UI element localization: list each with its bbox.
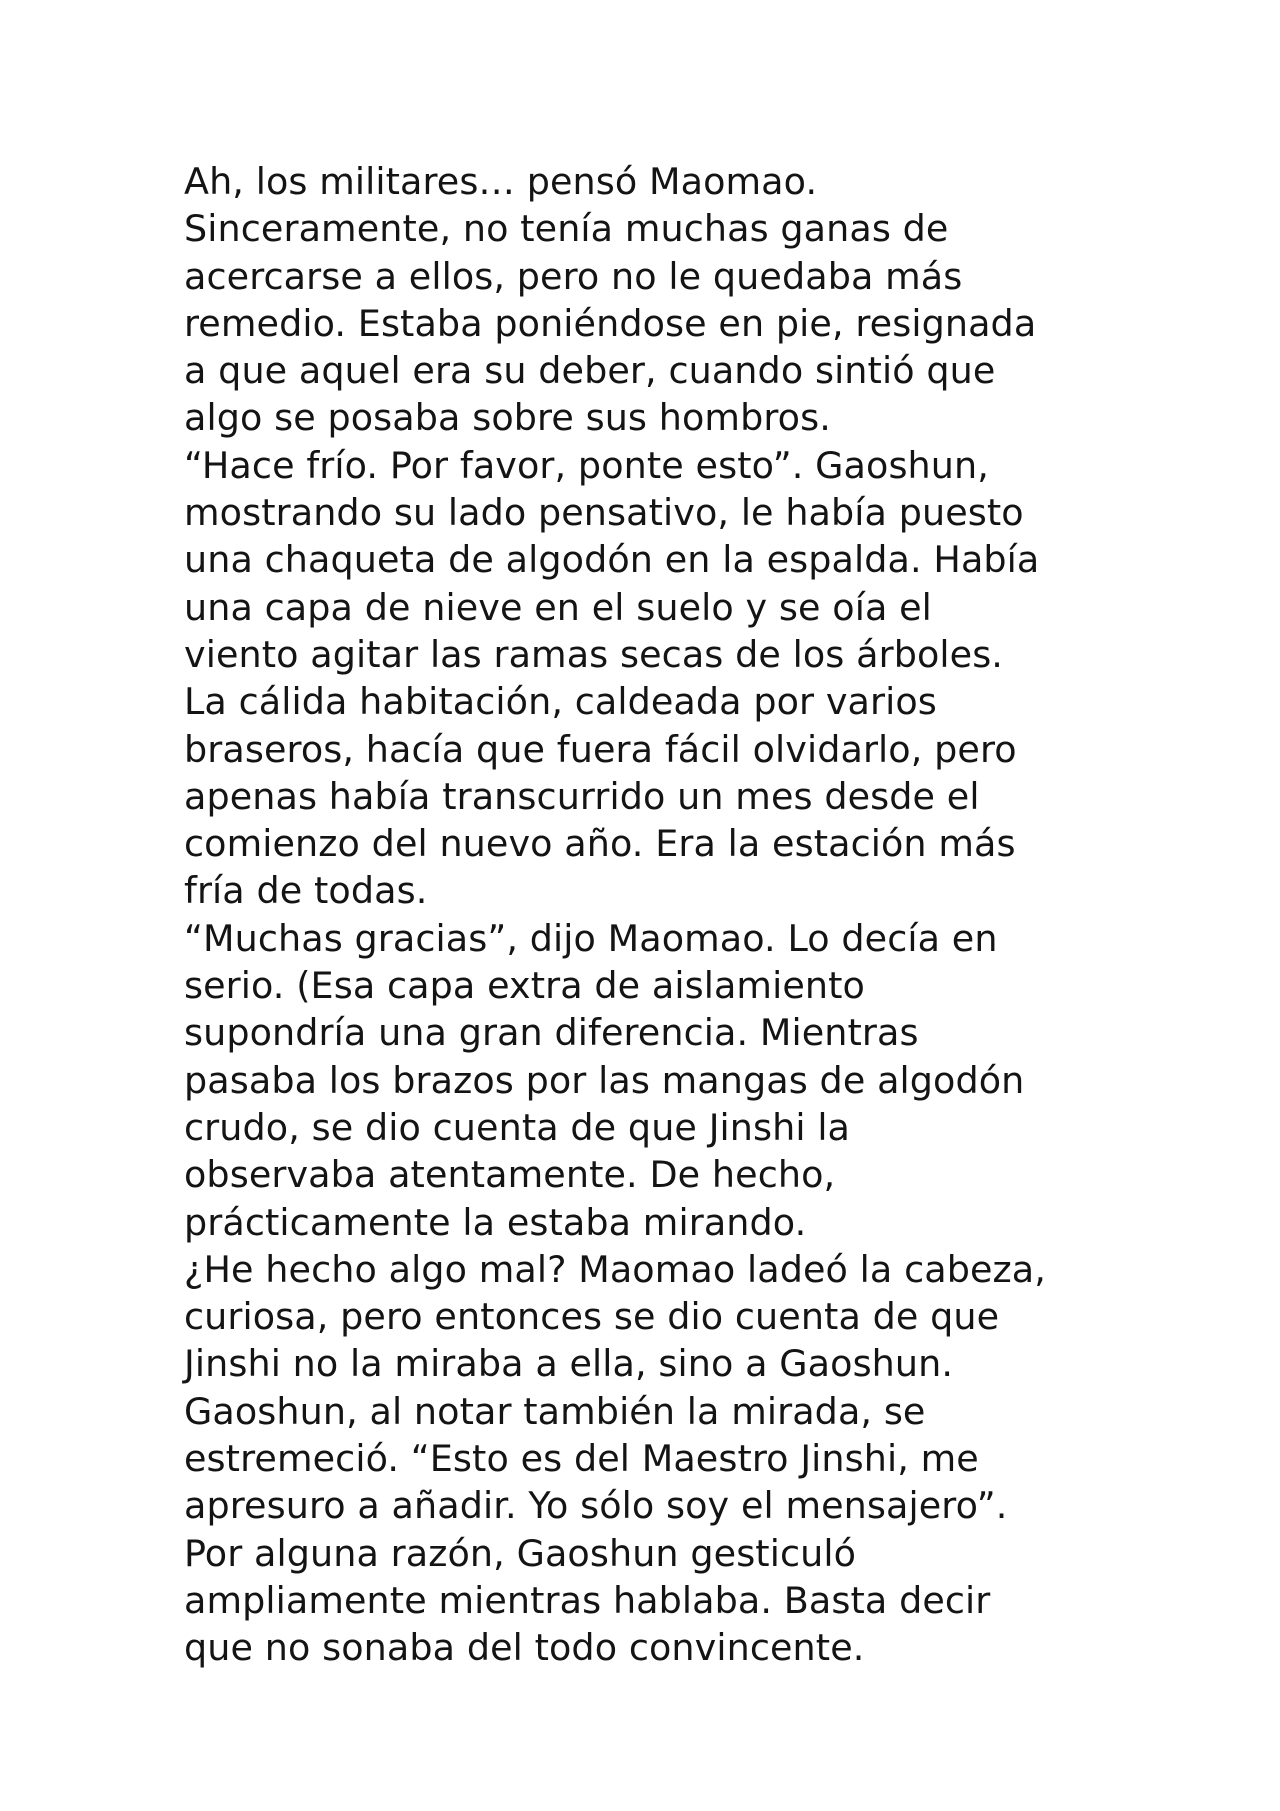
text-line: Gaoshun, al notar también la mirada, se bbox=[184, 1389, 926, 1433]
text-line: fría de todas. bbox=[184, 869, 428, 913]
text-line: comienzo del nuevo año. Era la estación más bbox=[184, 822, 1016, 866]
text-line: supondría una gran diferencia. Mientras bbox=[184, 1011, 919, 1055]
text-line: braseros, hacía que fuera fácil olvidarlo, pero bbox=[184, 727, 1017, 771]
text-line: Jinshi no la miraba a ella, sino a Gaoshun. bbox=[184, 1342, 954, 1386]
body-text bbox=[184, 158, 1184, 1672]
text-line: pasaba los brazos por las mangas de algodón bbox=[184, 1058, 1025, 1102]
text-line: mostrando su lado pensativo, le había puesto bbox=[184, 491, 1024, 535]
text-line: “Hace frío. Por favor, ponte esto”. Gaoshun, bbox=[184, 443, 989, 487]
text-line: La cálida habitación, caldeada por varios bbox=[184, 680, 937, 724]
text-line: algo se posaba sobre sus hombros. bbox=[184, 396, 831, 440]
text-line: Por alguna razón, Gaoshun gesticuló bbox=[184, 1531, 857, 1575]
text-line: ¿He hecho algo mal? Maomao ladeó la cabeza, bbox=[184, 1247, 1046, 1291]
text-line: “Muchas gracias”, dijo Maomao. Lo decía en bbox=[184, 916, 998, 960]
text-line: crudo, se dio cuenta de que Jinshi la bbox=[184, 1105, 851, 1149]
text-line: viento agitar las ramas secas de los árboles. bbox=[184, 632, 1004, 676]
text-line: estremeció. “Esto es del Maestro Jinshi, me bbox=[184, 1437, 979, 1481]
text-line: ampliamente mientras hablaba. Basta decir bbox=[184, 1578, 991, 1622]
text-line: que no sonaba del todo convincente. bbox=[184, 1626, 865, 1670]
text-line: observaba atentamente. De hecho, bbox=[184, 1153, 836, 1197]
text-line: acercarse a ellos, pero no le quedaba más bbox=[184, 254, 963, 298]
text-line: una chaqueta de algodón en la espalda. Había bbox=[184, 538, 1040, 582]
text-line: apenas había transcurrido un mes desde el bbox=[184, 774, 980, 818]
text-line: una capa de nieve en el suelo y se oía el bbox=[184, 585, 932, 629]
text-line: curiosa, pero entonces se dio cuenta de que bbox=[184, 1295, 1000, 1339]
text-line: Ah, los militares… pensó Maomao. bbox=[184, 160, 818, 203]
text-line: serio. (Esa capa extra de aislamiento bbox=[184, 964, 865, 1008]
text-line: Sinceramente, no tenía muchas ganas de bbox=[184, 207, 949, 251]
text-line: apresuro a añadir. Yo sólo soy el mensajero”. bbox=[184, 1484, 1008, 1528]
text-line: a que aquel era su deber, cuando sintió que bbox=[184, 349, 996, 393]
text-line: remedio. Estaba poniéndose en pie, resignada bbox=[184, 301, 1037, 345]
text-line: prácticamente la estaba mirando. bbox=[184, 1200, 807, 1244]
